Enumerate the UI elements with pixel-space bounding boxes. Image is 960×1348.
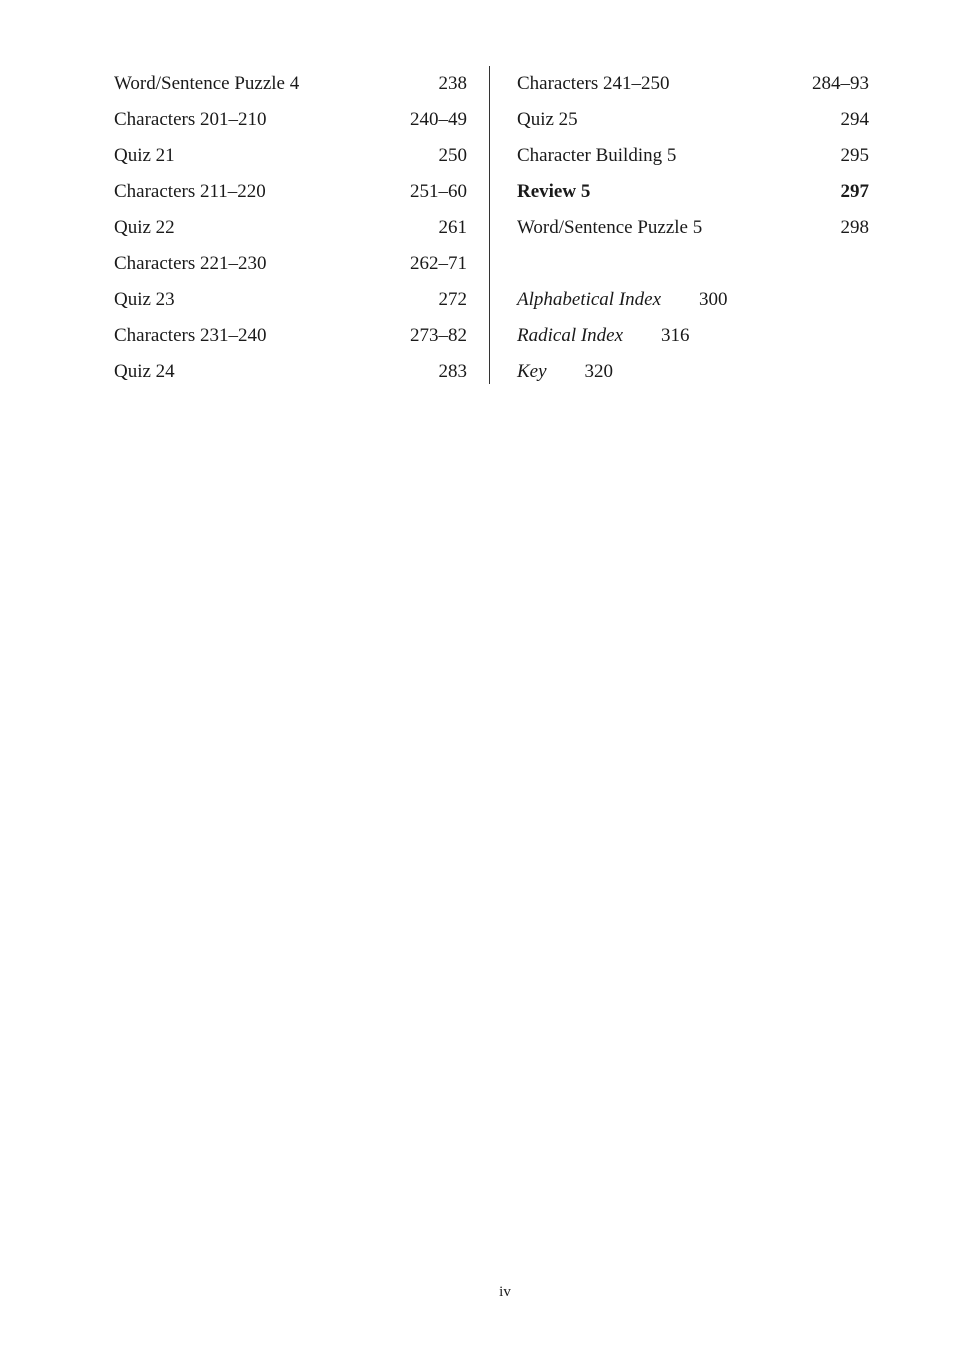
toc-entry [114, 142, 467, 178]
toc-entry-pages: 283 [438, 361, 467, 382]
toc-entry-label: Quiz 21 [114, 145, 175, 166]
toc-right-column [517, 70, 869, 394]
toc-entry [517, 106, 869, 142]
toc-entry-pages: 262–71 [410, 253, 467, 274]
toc-entry-label: Word/Sentence Puzzle 4 [114, 73, 300, 94]
toc-entry [114, 106, 467, 142]
toc-entry-pages: 251–60 [410, 181, 467, 202]
toc-entry-label: Characters 201–210 [114, 109, 267, 130]
toc-index-key [517, 358, 869, 394]
toc-entry [114, 70, 467, 106]
toc-index-pages: 320 [584, 361, 614, 382]
toc-entry-pages: 284–93 [812, 73, 869, 94]
toc-index-pages: 316 [661, 325, 690, 346]
toc-entry-pages: 272 [438, 289, 467, 310]
toc-entry [114, 214, 467, 250]
toc-entry-label: Word/Sentence Puzzle 5 [517, 217, 703, 238]
toc-entry [517, 214, 869, 250]
toc-entry-pages: 298 [840, 217, 869, 238]
toc-entry [114, 286, 467, 322]
toc-entry-pages: 297 [840, 181, 869, 202]
page-number: iv [499, 1284, 511, 1300]
toc-entry-label: Quiz 23 [114, 289, 175, 310]
toc-entry-label: Quiz 25 [517, 109, 578, 130]
toc-entry-label: Quiz 24 [114, 361, 175, 382]
toc-index-pages: 300 [699, 289, 728, 310]
toc-entry-pages: 273–82 [410, 325, 467, 346]
toc-index-alphabetical [517, 286, 869, 322]
toc-entry-pages: 250 [438, 145, 467, 166]
toc-entry-label: Review 5 [517, 181, 591, 202]
toc-entry [517, 142, 869, 178]
toc-entry-label: Quiz 22 [114, 217, 175, 238]
column-divider [489, 66, 490, 384]
toc-index-label: Radical Index [517, 325, 624, 346]
toc-left-column [114, 70, 467, 394]
toc-entry-label: Characters 211–220 [114, 181, 266, 202]
toc-entry-label: Character Building 5 [517, 145, 677, 166]
toc-entry-review [517, 178, 869, 214]
toc-index-radical [517, 322, 869, 358]
toc-entry [114, 178, 467, 214]
toc-index-label: Alphabetical Index [517, 289, 662, 310]
toc-entry-pages: 240–49 [410, 109, 467, 130]
toc-index-label: Key [517, 361, 547, 382]
toc-entry-label: Characters 231–240 [114, 325, 267, 346]
toc-entry [114, 322, 467, 358]
toc-entry-pages: 294 [840, 109, 869, 130]
toc-entry-pages: 295 [840, 145, 869, 166]
toc-entry [114, 250, 467, 286]
toc-entry-label: Characters 221–230 [114, 253, 267, 274]
toc-entry-pages: 238 [438, 73, 467, 94]
toc-entry [114, 358, 467, 394]
toc-entry-label: Characters 241–250 [517, 73, 670, 94]
toc-entry-pages: 261 [438, 217, 467, 238]
toc-entry [517, 70, 869, 106]
toc-spacer [517, 250, 869, 286]
